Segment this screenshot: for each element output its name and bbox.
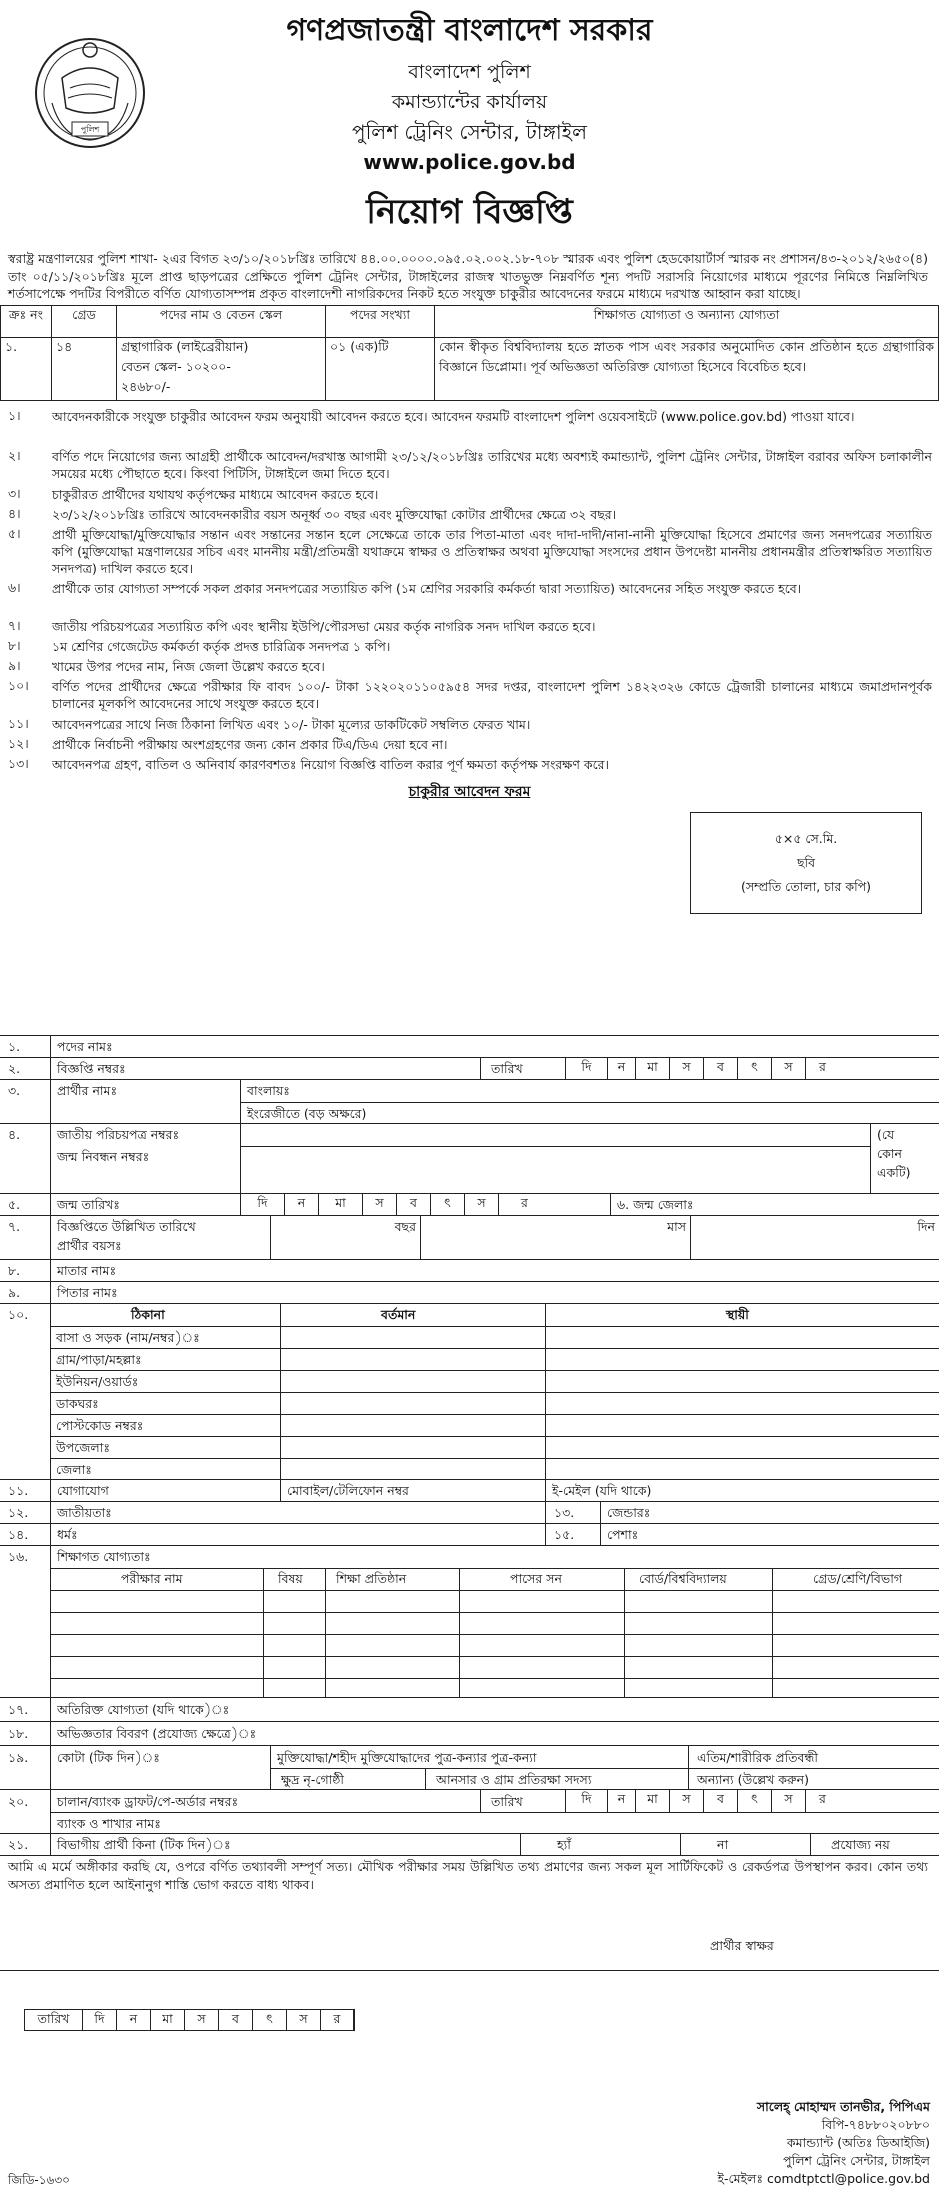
challan-date-label <box>480 1790 565 1812</box>
unit-label: বছর <box>394 1219 416 1234</box>
field-label: বাংলায়ঃ <box>247 1083 290 1098</box>
row-number: ১০. <box>8 1307 29 1322</box>
date-box[interactable]: মা <box>150 2010 184 2030</box>
row-number: ৭. <box>8 1219 21 1234</box>
logo-text: পুলিশ <box>80 125 100 134</box>
note-line: কোন <box>877 1146 902 1161</box>
intro-paragraph: স্বরাষ্ট্র মন্ত্রণালয়ের পুলিশ শাখা- ২এর বিগত ২৩/১০/২০১৮খ্রিঃ তারিখে ৪৪.০০.০০০০.০৯৫.০২.০০২.১৮-৭০৮ স্মারক এবং পুলিশ হেডকোয়ার্টার্স স্মারক নং প্রশাসন/৪৩-২০১২/২৬৫০(৪) তাং ০৫/১১/২০১৮খ্রিঃ মূলে প্রাপ্ত ছাড়পত্রের প্রেক্ষিতে পুলিশ ট্রেনিং সেন্টার, টাঙ্গাইলের রাজস্ব খাতভুক্ত নিম্নবর্ণিত শূন্য পদটি সরাসরি নিয়োগের মাধ্যমে পূরণের নিমিত্তে নিম্নলিখিত শর্তসাপেক্ষে পদটির বিপরীতে বর্ণিত যোগ্যতাসম্পন্ন প্রকৃত বাংলাদেশী নাগরিকদের নিকট হতে সংযুক্ত চাকুরীর আবেদনের ফরমে মাধ্যমে দরখাস্ত আহ্বান করা যাচ্ছে। <box>8 251 928 301</box>
date-box[interactable]: দি <box>82 2010 116 2030</box>
row-number: ১৪. <box>8 1527 29 1542</box>
row-nationality <box>0 1501 939 1524</box>
field-label: ধর্মঃ <box>57 1527 78 1542</box>
header-org: বাংলাদেশ পুলিশ <box>408 61 531 83</box>
date-box[interactable]: স <box>362 1194 396 1216</box>
row-post-name <box>0 1035 939 1058</box>
education-label-cell <box>50 1546 939 1568</box>
col-post: পদের নাম ও বেতন স্কেল <box>117 306 326 338</box>
name-english-field[interactable] <box>240 1102 939 1124</box>
row-number: ৮. <box>8 1263 21 1278</box>
field-label: জন্ম তারিখঃ <box>57 1197 120 1212</box>
date-box[interactable]: স <box>771 1058 805 1080</box>
col-serial: ক্রঃ নং <box>1 306 52 338</box>
field-label: প্রার্থীর নামঃ <box>57 1083 118 1098</box>
date-box[interactable]: র <box>320 2010 354 2030</box>
post-name-scale <box>117 338 326 401</box>
row-extra-qualification <box>0 1697 939 1722</box>
row-father-name <box>0 1281 939 1304</box>
row-notice-number <box>0 1057 939 1080</box>
applicant-name-label-cell <box>50 1080 240 1124</box>
post-scale: বেতন স্কেল- ১০২০০- <box>121 359 231 374</box>
row13-number-cell <box>545 1502 600 1524</box>
date-box[interactable]: মা <box>635 1058 669 1080</box>
address-field-row <box>50 1392 939 1415</box>
field-label: পিতার নামঃ <box>57 1285 118 1300</box>
header-website[interactable]: www.police.gov.bd <box>363 150 576 174</box>
departmental-label-cell <box>50 1834 520 1856</box>
date-box[interactable]: স <box>184 2010 218 2030</box>
date-label-box: তারিখ <box>24 2010 82 2030</box>
post-qualification: কোন স্বীকৃত বিশ্ববিদ্যালয় হতে স্নাতক পাস এবং সরকার অনুমোদিত কোন প্রতিষ্ঠান হতে গ্রন্থাগারিক বিজ্ঞানে ডিপ্লোমা। পূর্ব অভিজ্ঞতা অতিরিক্ত যোগ্যতা হিসেবে বিবেচিত হবে। <box>435 338 939 401</box>
date-box[interactable]: দি <box>240 1194 284 1216</box>
birthreg-label-cell <box>50 1146 240 1194</box>
post-serial: ১. <box>1 338 52 401</box>
row-applicant-name <box>0 1079 939 1124</box>
condition-number: ৭। <box>8 618 21 633</box>
field-label: অভিজ্ঞতার বিবরণ (প্রযোজ্য ক্ষেত্রে)ঃ <box>57 1726 257 1741</box>
row-number: ১৯. <box>8 1750 29 1765</box>
condition-number: ৯। <box>8 658 21 673</box>
father-name-field[interactable] <box>50 1282 939 1304</box>
signatory-block <box>560 2098 930 2188</box>
header-title: গণপ্রজাতন্ত্রী বাংলাদেশ সরকার <box>286 13 653 48</box>
condition-number: ১২। <box>8 736 29 751</box>
row-number: ১৬. <box>8 1549 29 1564</box>
condition-text: ২৩/১২/২০১৮খ্রিঃ তারিখে আবেদনকারীর বয়স অনূর্ধ্ব ৩০ বছর এবং মুক্তিযোদ্ধা কোটার প্রার্থীদের ক্ষেত্রে ৩২ বছর। <box>52 507 617 522</box>
name-bangla-field[interactable] <box>240 1080 939 1102</box>
birth-date-label-cell <box>50 1194 240 1216</box>
education-table <box>50 1568 939 1698</box>
edu-col-header: শিক্ষা প্রতিষ্ঠান <box>336 1571 407 1586</box>
form-title: চাকুরীর আবেদন ফরম <box>408 784 531 800</box>
edu-col-header: বোর্ড/বিশ্ববিদ্যালয় <box>639 1571 727 1586</box>
date-box[interactable]: ৎ <box>430 1194 464 1216</box>
field-label: তারিখ <box>491 1794 523 1809</box>
option-label: না <box>717 1837 729 1852</box>
present-heading: বর্তমান <box>381 1307 416 1322</box>
field-label: পেশাঃ <box>607 1527 639 1542</box>
date-box[interactable]: ন <box>607 1058 635 1080</box>
date-box[interactable]: স <box>669 1058 703 1080</box>
field-label: ব্যাংক ও শাখার নামঃ <box>57 1816 161 1831</box>
gender-field[interactable] <box>600 1502 939 1524</box>
date-box[interactable]: মা <box>318 1194 362 1216</box>
post-count: ০১ (এক)টি <box>326 338 435 401</box>
field-label: বিভাগীয় প্রার্থী কিনা (টিক দিন)ঃ <box>57 1837 231 1852</box>
condition-text: চাকুরীরত প্রার্থীদের যথাযথ কর্তৃপক্ষের মাধ্যমে আবেদন করতে হবে। <box>52 487 379 502</box>
signatory-name: সালেহ্ মোহাম্মদ তানভীর, পিপিএম <box>756 2099 930 2114</box>
field-label: পদের নামঃ <box>57 1039 113 1054</box>
quota-freedom-fighter[interactable] <box>270 1746 688 1768</box>
condition-text: প্রার্থীকে নির্বাচনী পরীক্ষায় অংশগ্রহণের জন্য কোন প্রকার টিএ/ডিএ দেয়া হবে না। <box>52 737 448 752</box>
signatory-email[interactable]: ই-মেইলঃ comdtptctl@police.gov.bd <box>717 2171 930 2186</box>
row-mother-name <box>0 1259 939 1282</box>
field-label: বিজ্ঞপ্তিতে উল্লিখিত তারিখে <box>57 1219 196 1234</box>
field-label: প্রার্থীর বয়সঃ <box>57 1238 122 1253</box>
bank-branch-field[interactable] <box>50 1812 939 1834</box>
field-label: জাতীয়তাঃ <box>57 1505 112 1520</box>
option-label: প্রযোজ্য নয় <box>831 1837 890 1852</box>
field-label: শিক্ষাগত যোগ্যতাঃ <box>57 1549 151 1564</box>
date-box[interactable]: ব <box>703 1790 737 1812</box>
row-age <box>0 1215 939 1260</box>
date-box[interactable]: ব <box>218 2010 252 2030</box>
date-box[interactable]: মা <box>635 1790 669 1812</box>
row-number: ২. <box>8 1061 21 1076</box>
date-box[interactable]: ব <box>703 1058 737 1080</box>
post-scale-end: ২৪৬৮০/- <box>121 379 171 394</box>
field-label: জেলাঃ <box>56 1462 92 1477</box>
option-label: হ্যাঁ <box>557 1837 571 1852</box>
field-label: মাতার নামঃ <box>57 1263 117 1278</box>
row-number: ১৮. <box>8 1726 29 1741</box>
condition-text: বর্ণিত পদের প্রার্থীদের ক্ষেত্রে পরীক্ষার ফি বাবদ ১০০/- টাকা ১২২০২০১১০৫৯৫৪ সদর দপ্তর, বাংলাদেশ পুলিশ ১৪২২৩২৬ কোডে ট্রেজারী চালানের মাধ্যমে জমাপ্রদানপূর্বক চালানের মূলকপি আবেদনের সাথে সংযুক্ত করতে হবে। <box>52 679 932 711</box>
row-nid <box>0 1123 939 1194</box>
unit-label: মাস <box>667 1219 686 1234</box>
date-box[interactable]: ৎ <box>252 2010 286 2030</box>
notice-title: নিয়োগ বিজ্ঞপ্তি <box>366 192 573 232</box>
condition-number: ১১। <box>8 716 29 731</box>
date-box[interactable]: র <box>805 1790 839 1812</box>
condition-text: আবেদনপত্রের সাথে নিজ ঠিকানা লিখিত এবং ১০/- টাকা মূল্যের ডাকটিকেট সম্বলিত ফেরত খাম। <box>52 717 531 732</box>
departmental-no[interactable] <box>680 1834 810 1856</box>
footer-code: জিডি-১৬৩০ <box>8 2173 70 2187</box>
date-box[interactable]: ন <box>284 1194 318 1216</box>
row-number: ৩. <box>8 1083 21 1098</box>
address-field-row <box>50 1348 939 1371</box>
photo-box <box>690 812 922 914</box>
date-box[interactable]: দি <box>565 1058 607 1080</box>
permanent-heading: স্থায়ী <box>726 1307 749 1322</box>
field-label: উপজেলাঃ <box>56 1440 111 1455</box>
quota-option: এতিম/শারীরিক প্রতিবন্ধী <box>697 1750 818 1765</box>
row-address <box>0 1303 939 1480</box>
row-number: ১৫. <box>554 1527 575 1542</box>
edu-col-header: পরীক্ষার নাম <box>121 1571 183 1586</box>
post-name-field[interactable] <box>50 1036 939 1058</box>
row-number: ৪. <box>8 1127 21 1142</box>
row15-number-cell <box>545 1524 600 1546</box>
nid-label-cell <box>50 1124 240 1146</box>
date-box[interactable]: র <box>805 1058 839 1080</box>
condition-number: ৫। <box>8 526 21 541</box>
age-label-cell <box>50 1216 270 1260</box>
condition-text: প্রার্থী মুক্তিযোদ্ধা/মুক্তিযোদ্ধার সন্তান এবং সন্তানের সন্তান হলে সেক্ষেত্রে তাকে তার পিতা-মাতা এবং দাদা-দাদী/নানা-নানী মুক্তিযোদ্ধা হিসেবে প্রমাণের জন্য সনদপত্রের সত্যায়িত কপি (মুক্তিযোদ্ধা মন্ত্রণালয়ের সচিব এবং মাননীয় মন্ত্রী/প্রতিমন্ত্রী যথাক্রমে স্বাক্ষর ও প্রতিস্বাক্ষর অথবা মুক্তিযোদ্ধা সংসদের প্রধান উপদেষ্টা মাননীয় প্রধানমন্ত্রীর প্রতিস্বাক্ষরিত সত্যায়িত সনদপত্র) দাখিল করতে হবে। <box>52 527 932 576</box>
quota-label-cell <box>50 1746 270 1790</box>
row-challan <box>0 1789 939 1834</box>
condition-number: ২। <box>8 448 21 463</box>
nationality-field[interactable] <box>50 1502 545 1524</box>
field-label: জেন্ডারঃ <box>607 1505 651 1520</box>
address-field-row <box>50 1458 939 1481</box>
quota-option: মুক্তিযোদ্ধা/শহীদ মুক্তিযোদ্ধাদের পুত্র-কন্যার পুত্র-কন্যা <box>277 1750 537 1765</box>
row-number: ১. <box>8 1039 21 1054</box>
notice-number-field[interactable] <box>50 1058 480 1080</box>
field-label: ইংরেজীতে (বড় অক্ষরে) <box>247 1106 367 1121</box>
applicant-signature-label: প্রার্থীর স্বাক্ষর <box>710 1938 774 1953</box>
age-year-field[interactable] <box>270 1216 420 1260</box>
condition-1 <box>0 408 939 426</box>
field-label: অতিরিক্ত যোগ্যতা (যদি থাকে)ঃ <box>57 1702 230 1717</box>
signatory-bp: বিপি-৭৪৮৮০২০৮৮০ <box>821 2117 930 2132</box>
condition-number: ৮। <box>8 638 21 653</box>
field-label: বিজ্ঞপ্তি নম্বরঃ <box>57 1061 126 1076</box>
condition-text: খামের উপর পদের নাম, নিজ জেলা উল্লেখ করতে হবে। <box>52 659 325 674</box>
field-label: ৬. জন্ম জেলাঃ <box>617 1197 694 1212</box>
post-table <box>0 305 939 401</box>
age-month-field[interactable] <box>420 1216 690 1260</box>
note-line: একটি) <box>877 1165 911 1180</box>
field-label: তারিখ <box>491 1061 523 1076</box>
phone-field[interactable] <box>280 1480 545 1502</box>
birth-district-field[interactable] <box>610 1194 939 1216</box>
email-field[interactable] <box>545 1480 939 1502</box>
form-grid <box>0 1035 939 1971</box>
photo-label: ছবি <box>796 855 816 870</box>
departmental-yes[interactable] <box>520 1834 680 1856</box>
row-departmental <box>0 1833 939 1856</box>
condition-number: ৬। <box>8 580 21 595</box>
field-label: ই-মেইল (যদি থাকে) <box>552 1483 652 1498</box>
field-label: যোগাযোগ <box>57 1483 109 1498</box>
condition-text: প্রার্থীকে তার যোগ্যতা সম্পর্কে সকল প্রকার সনদপত্রের সত্যায়িত কপি (১ম শ্রেণির সরকারি কর্মকর্তা দ্বারা সত্যায়িত) আবেদনের সহিত সংযুক্ত করতে হবে। <box>52 581 802 596</box>
quota-ansar[interactable] <box>425 1768 688 1790</box>
row-religion <box>0 1523 939 1546</box>
quota-ethnic[interactable] <box>270 1768 425 1790</box>
row-number: ৯. <box>8 1285 21 1300</box>
date-box[interactable]: র <box>498 1194 550 1216</box>
address-heading: ঠিকানা <box>131 1307 165 1322</box>
col-grade: গ্রেড <box>52 306 117 338</box>
row-number: ২০. <box>8 1794 29 1809</box>
address-field-row <box>50 1414 939 1437</box>
field-label: পোস্টকোড নম্বরঃ <box>56 1418 144 1433</box>
departmental-na[interactable] <box>810 1834 939 1856</box>
signatory-designation: কমান্ড্যান্ট (অতিঃ ডিআইজি) <box>786 2135 930 2150</box>
field-label: চালান/ব্যাংক ড্রাফট/পে-অর্ডার নম্বরঃ <box>57 1794 239 1809</box>
row-number: ২১. <box>8 1837 29 1852</box>
row-number: ১২. <box>8 1505 29 1520</box>
row-number: ১৭. <box>8 1702 29 1717</box>
field-label: কোটা (টিক দিন)ঃ <box>57 1750 160 1765</box>
challan-date-boxes[interactable] <box>565 1790 839 1812</box>
condition-number: ১। <box>8 408 21 423</box>
date-box[interactable]: স <box>286 2010 320 2030</box>
edu-col-header: পাসের সন <box>510 1571 562 1586</box>
field-label: মোবাইল/টেলিফোন নম্বর <box>287 1483 409 1498</box>
signature-date-boxes[interactable] <box>24 2009 355 2031</box>
occupation-field[interactable] <box>600 1524 939 1546</box>
condition-text: বর্ণিত পদে নিয়োগের জন্য আগ্রহী প্রার্থীকে আবেদন/দরখাস্ত আগামী ২৩/১২/২০১৮খ্রিঃ তারিখের মধ্যে অবশ্যই কমান্ড্যান্ট, পুলিশ ট্রেনিং সেন্টার, টাঙ্গাইল বরাবর অফিস চলাকালীন সময়ের মধ্যে পৌছাতে হবে। কিংবা পিটিসি, টাঙ্গাইলে জমা দিতে হবে। <box>52 449 932 481</box>
condition-text: ১ম শ্রেণির গেজেটেড কর্মকর্তা কর্তৃক প্রদত্ত চারিত্রিক সনদপত্র ১ কপি। <box>52 639 391 654</box>
religion-field[interactable] <box>50 1524 545 1546</box>
note-line: (যে <box>877 1127 895 1142</box>
quota-option: আনসার ও গ্রাম প্রতিরক্ষা সদস্য <box>436 1772 592 1787</box>
address-field-row <box>50 1370 939 1393</box>
extra-qualification-field[interactable] <box>50 1698 939 1722</box>
address-field-row <box>50 1436 939 1459</box>
quota-option: ক্ষুদ্র নৃ-গোষ্ঠী <box>281 1772 344 1787</box>
unit-label: দিন <box>917 1219 935 1234</box>
date-box[interactable]: ব <box>396 1194 430 1216</box>
quota-orphan-disabled[interactable] <box>688 1746 939 1768</box>
declaration-top-border <box>0 1855 939 1856</box>
date-box[interactable]: ন <box>116 2010 150 2030</box>
age-day-field[interactable] <box>690 1216 939 1260</box>
field-label: গ্রাম/পাড়া/মহল্লাঃ <box>56 1352 142 1367</box>
row-experience <box>0 1721 939 1746</box>
date-label-cell <box>480 1058 565 1080</box>
edu-col-header: গ্রেড/শ্রেণি/বিভাগ <box>813 1571 903 1586</box>
challan-number-field[interactable] <box>50 1790 480 1812</box>
condition-number: ৪। <box>8 506 21 521</box>
row-number: ৫. <box>8 1197 21 1212</box>
condition-text: জাতীয় পরিচয়পত্রের সত্যায়িত কপি এবং স্থানীয় ইউপি/পৌরসভা মেয়র কর্তৃক নাগরিক সনদ দাখিল করতে হবে। <box>52 619 596 634</box>
date-box[interactable]: ন <box>607 1790 635 1812</box>
row-number: ১৩. <box>554 1505 575 1520</box>
photo-size: ৫×৫ সে.মি. <box>774 831 838 846</box>
edu-col-header: বিষয় <box>278 1571 303 1586</box>
field-label: জাতীয় পরিচয়পত্র নম্বরঃ <box>57 1127 180 1142</box>
contact-label-cell <box>50 1480 280 1502</box>
condition-text: আবেদনকারীকে সংযুক্ত চাকুরীর আবেদন ফরম অনুযায়ী আবেদন করতে হবে। আবেদন ফরমটি বাংলাদেশ পুলিশ ওয়েবসাইটে (www.police.gov.bd) পাওয়া যাবে। <box>52 409 855 424</box>
row-quota <box>0 1745 939 1790</box>
date-box[interactable]: স <box>464 1194 498 1216</box>
notice-date-boxes[interactable] <box>565 1058 839 1080</box>
date-box[interactable]: ৎ <box>737 1790 771 1812</box>
nid-boxes[interactable] <box>240 1124 870 1146</box>
birthreg-boxes[interactable] <box>240 1146 870 1194</box>
declaration: আমি এ মর্মে অঙ্গীকার করছি যে, ওপরে বর্ণিত তথ্যাবলী সম্পূর্ণ সত্য। মৌখিক পরীক্ষার সময় উল্লিখিত তথ্য প্রমাণের জন্য সকল মূল সার্টিফিকেট ও রেকর্ডপত্র উপস্থাপন করব। কোন তথ্য অসত্য প্রমাণিত হলে আইনানুগ শাস্তি ভোগ করতে বাধ্য থাকব। <box>8 1859 928 1892</box>
condition-number: ১৩। <box>8 756 29 771</box>
condition-number: ৩। <box>8 486 21 501</box>
header-office: কমান্ড্যান্টের কার্যালয় <box>391 91 548 113</box>
condition-text: আবেদনপত্র গ্রহণ, বাতিল ও অনিবার্য কারণবশতঃ নিয়োগ বিজ্ঞপ্তি বাতিল করার পূর্ণ ক্ষমতা কর্তৃপক্ষ সংরক্ষণ করে। <box>52 757 609 772</box>
field-label: জন্ম নিবন্ধন নম্বরঃ <box>57 1149 150 1164</box>
birth-date-boxes[interactable] <box>240 1194 550 1216</box>
row-contact <box>0 1479 939 1502</box>
date-box[interactable]: দি <box>565 1790 607 1812</box>
field-label: ইউনিয়ন/ওয়ার্ডঃ <box>56 1374 139 1389</box>
mother-name-field[interactable] <box>50 1260 939 1282</box>
address-field-row <box>50 1326 939 1349</box>
post-grade: ১৪ <box>52 338 117 401</box>
date-box[interactable]: স <box>771 1790 805 1812</box>
photo-note: (সম্প্রতি তোলা, চার কপি) <box>740 879 872 894</box>
row-birth-date <box>0 1193 939 1216</box>
either-note <box>870 1124 939 1194</box>
row-education <box>0 1545 939 1698</box>
post-name: গ্রন্থাগারিক (লাইব্রেরীয়ান) <box>121 339 249 354</box>
field-label: ডাকঘরঃ <box>56 1396 99 1411</box>
col-count: পদের সংখ্যা <box>326 306 435 338</box>
date-box[interactable]: স <box>669 1790 703 1812</box>
col-qualification: শিক্ষাগত যোগ্যতা ও অন্যান্য যোগ্যতা <box>435 306 939 338</box>
header-center: পুলিশ ট্রেনিং সেন্টার, টাঙ্গাইল <box>352 120 587 144</box>
experience-field[interactable] <box>50 1722 939 1746</box>
quota-option: অন্যান্য (উল্লেখ করুন) <box>697 1772 809 1787</box>
quota-others[interactable] <box>688 1768 939 1790</box>
row-number: ১১. <box>8 1483 29 1498</box>
signatory-office: পুলিশ ট্রেনিং সেন্টার, টাঙ্গাইল <box>783 2153 930 2168</box>
date-box[interactable]: ৎ <box>737 1058 771 1080</box>
condition-number: ১০। <box>8 678 29 693</box>
field-label: বাসা ও সড়ক (নাম/নম্বর)ঃ <box>56 1330 200 1345</box>
